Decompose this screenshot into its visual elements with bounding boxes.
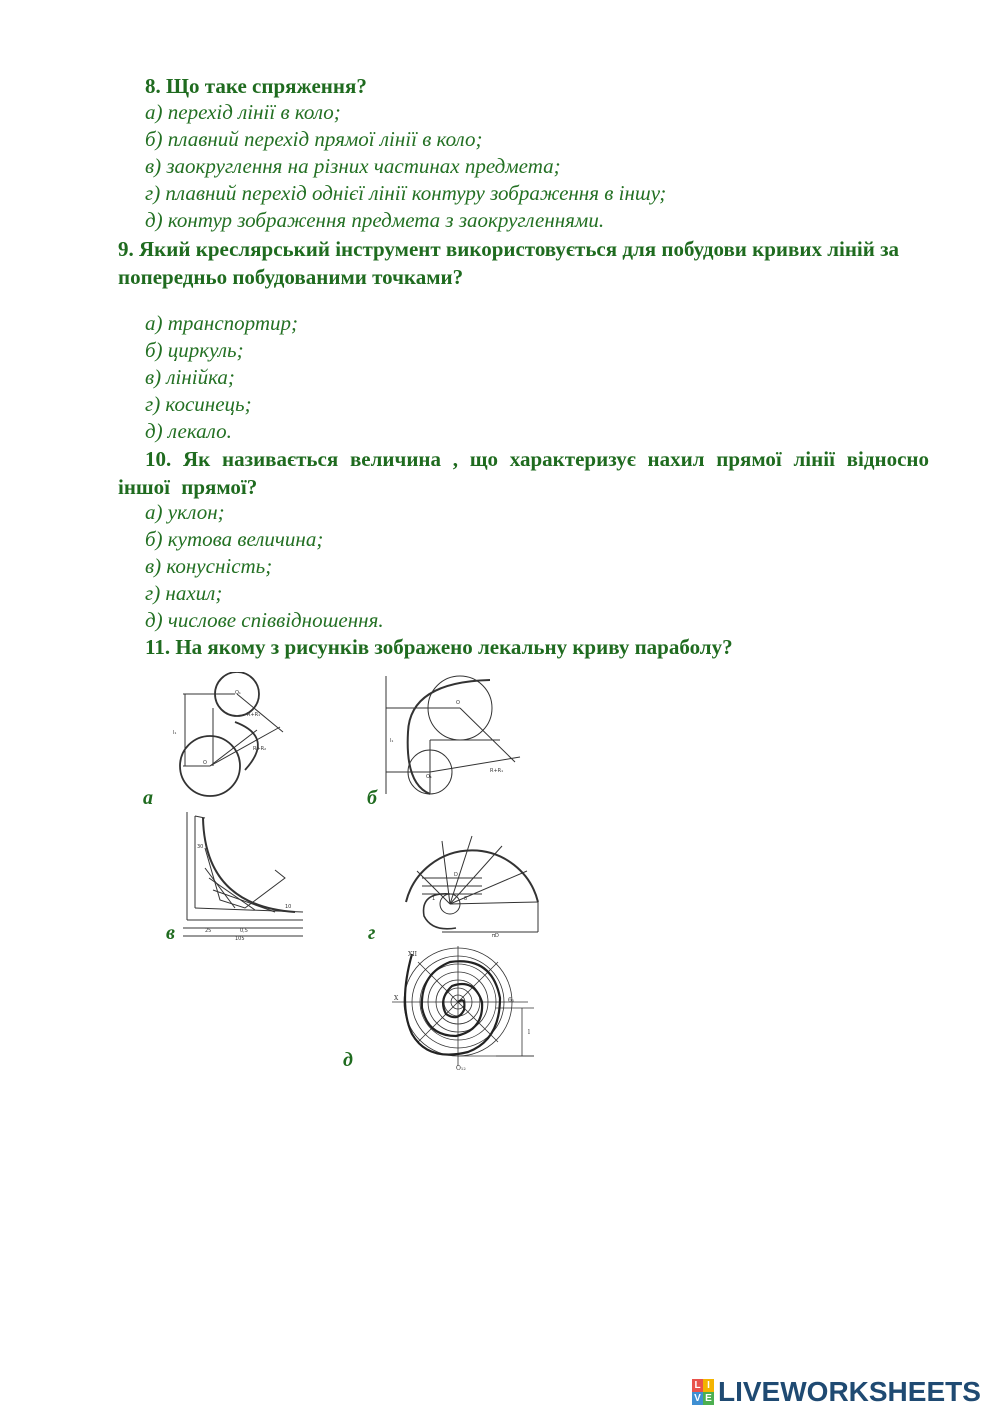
question-9-option-d: д) лекало. [145, 419, 232, 443]
question-11-title: 11. На якому з рисунків зображено лекальну криву параболу? [145, 635, 733, 659]
question-9-title: 9. Який креслярський інструмент використовується для побудови кривих ліній за попередньо побудованими точками? [118, 237, 900, 289]
svg-text:O: O [456, 700, 460, 706]
figure-a-label: а [143, 787, 153, 809]
figure-d-archimedean-spiral-drawing[interactable] [388, 944, 538, 1072]
svg-text:R+R₁: R+R₁ [490, 768, 504, 774]
svg-text:0,5: 0,5 [240, 928, 248, 934]
svg-text:8: 8 [464, 896, 468, 902]
svg-text:105: 105 [235, 936, 245, 942]
svg-text:O₁: O₁ [426, 774, 432, 780]
question-10-title: 10. Як називається величина , що характеризує нахил прямої лінії відносно іншої прямої? [118, 447, 929, 499]
question-9-option-a: а) транспортир; [145, 311, 299, 335]
svg-text:D: D [454, 872, 458, 878]
svg-text:1: 1 [432, 896, 436, 902]
question-10-option-g: г) нахил; [145, 581, 223, 605]
svg-text:30: 30 [197, 844, 204, 850]
figure-d-label: д [343, 1049, 353, 1071]
svg-text:O: O [203, 760, 207, 766]
svg-text:l₁: l₁ [173, 730, 177, 736]
logo-badge-v: V [692, 1392, 703, 1405]
question-8-option-g: г) плавний перехід однієї лінії контуру зображення в іншу; [145, 181, 667, 205]
question-9-option-b: б) циркуль; [145, 338, 244, 362]
figure-g-label: г [368, 922, 376, 944]
logo-badge-e: E [703, 1392, 714, 1405]
question-10-option-v: в) конусність; [145, 554, 273, 578]
svg-text:l₁: l₁ [390, 738, 394, 744]
question-10-option-a: а) уклон; [145, 500, 225, 524]
question-8-option-v: в) заокруглення на різних частинах предмета; [145, 154, 561, 178]
svg-text:XII: XII [408, 951, 418, 958]
question-10-option-b: б) кутова величина; [145, 527, 324, 551]
figure-b-oval-drawing[interactable] [380, 672, 530, 812]
svg-text:O₁: O₁ [235, 690, 241, 696]
svg-text:X: X [394, 995, 399, 1002]
question-8-option-d: д) контур зображення предмета з заокругленнями. [145, 208, 605, 232]
svg-text:25: 25 [205, 928, 212, 934]
svg-text:R+R₂: R+R₂ [253, 746, 267, 752]
svg-text:R+R₁: R+R₁ [247, 712, 261, 718]
question-10-option-d: д) числове співвідношення. [145, 608, 384, 632]
svg-text:O₁₂: O₁₂ [456, 1065, 466, 1072]
question-8-option-b: б) плавний перехід прямої лінії в коло; [145, 127, 483, 151]
figure-b-label: б [367, 787, 377, 809]
live-badge-icon [692, 1379, 714, 1405]
logo-badge-l: L [692, 1379, 703, 1392]
figure-v-label: в [166, 922, 175, 944]
figure-a-conjugation-drawing[interactable] [165, 672, 295, 802]
figure-v-parabola-drawing[interactable] [175, 808, 305, 943]
svg-text:6₁: 6₁ [508, 997, 515, 1004]
svg-text:10: 10 [285, 904, 292, 910]
svg-text:l: l [528, 1029, 530, 1036]
question-9-option-g: г) косинець; [145, 392, 252, 416]
svg-text:πD: πD [492, 933, 499, 938]
liveworksheets-logo[interactable] [692, 1376, 981, 1408]
logo-badge-i: I [703, 1379, 714, 1392]
question-9-option-v: в) лінійка; [145, 365, 235, 389]
question-8-option-a: а) перехід лінії в коло; [145, 100, 341, 124]
logo-text: LIVEWORKSHEETS [718, 1376, 981, 1407]
question-8-title: 8. Що таке спряження? [145, 74, 367, 98]
figure-g-spiral-drawing[interactable] [402, 816, 542, 938]
